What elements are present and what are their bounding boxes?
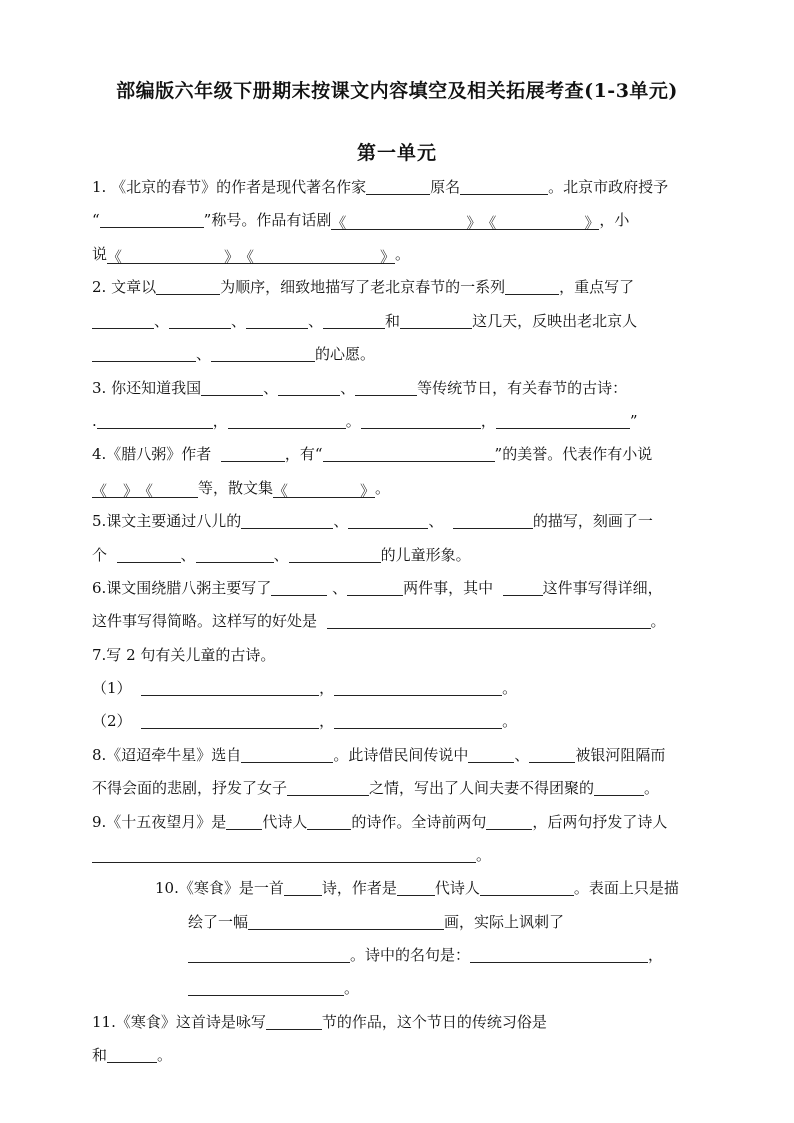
question-text: 两件事，其中	[403, 579, 503, 597]
question-text: 3. 你还知道我国	[92, 379, 202, 397]
question-text: 。	[650, 612, 666, 630]
answer-blank[interactable]	[327, 611, 651, 629]
question-text: 。	[157, 1046, 173, 1064]
question-text: “	[92, 211, 100, 229]
answer-blank[interactable]	[289, 545, 381, 563]
question-text: 10.《寒食》是一首	[155, 879, 284, 897]
title-blank[interactable]	[107, 246, 239, 264]
open-bracket: 《	[92, 482, 108, 499]
answer-blank[interactable]	[271, 578, 327, 596]
question-text: 这件事写得详细，	[542, 579, 663, 597]
answer-blank[interactable]	[92, 311, 154, 329]
question-text: .	[92, 412, 97, 430]
answer-blank[interactable]	[248, 912, 444, 930]
answer-blank[interactable]	[348, 511, 428, 529]
question-line	[92, 510, 708, 532]
question-text: 、	[327, 579, 348, 597]
question-text: 。此诗借民间传说中	[333, 746, 469, 764]
question-text: ，	[319, 712, 335, 730]
question-text: 1. 《北京的春节》的作者是现代著名作家	[92, 178, 367, 196]
question-text: 代诗人	[434, 879, 480, 897]
question-text: 等传统节日，有关春节的古诗：	[417, 379, 628, 397]
question-text: 。北京市政府授予	[548, 178, 669, 196]
question-text: 的心愿。	[315, 345, 376, 363]
answer-blank[interactable]	[141, 678, 319, 696]
open-bracket: 《	[331, 214, 347, 231]
question-text: 代诗人	[262, 813, 308, 831]
question-line	[92, 377, 708, 399]
question-text: ，	[319, 679, 335, 697]
question-line	[92, 443, 708, 465]
answer-blank[interactable]	[334, 711, 502, 729]
answer-blank[interactable]	[453, 511, 533, 529]
question-text: （1）	[92, 679, 142, 697]
answer-blank[interactable]	[266, 1012, 322, 1030]
question-text: 。表面上只是描	[573, 879, 679, 897]
answer-blank[interactable]	[201, 378, 263, 396]
question-line	[92, 477, 708, 499]
open-bracket: 《	[239, 248, 255, 265]
question-line	[92, 243, 708, 265]
question-line	[155, 877, 771, 899]
question-line	[188, 977, 794, 999]
question-text: 5.课文主要通过八儿的	[92, 512, 242, 530]
question-text: 。	[502, 679, 518, 697]
question-text: 、	[154, 312, 170, 330]
answer-blank[interactable]	[188, 978, 344, 996]
answer-blank[interactable]	[241, 511, 333, 529]
question-text: 2. 文章以	[92, 278, 157, 296]
question-text: ，重点写了	[559, 278, 635, 296]
question-text: 为顺序，细致地描写了老北京春节的一系列	[220, 278, 506, 296]
answer-blank[interactable]	[92, 845, 476, 863]
question-text: 节的作品，这个节日的传统习俗是	[321, 1013, 547, 1031]
question-text: 6.课文围绕腊八粥主要写了	[92, 579, 272, 597]
question-text: 。	[345, 412, 361, 430]
answer-blank[interactable]	[594, 778, 644, 796]
answer-blank[interactable]	[188, 945, 350, 963]
answer-blank[interactable]	[400, 311, 472, 329]
page-title: 部编版六年级下册期末按课文内容填空及相关拓展考查(1-3单元)	[116, 80, 678, 102]
question-text: 不得会面的悲剧，抒发了女子	[92, 779, 288, 797]
question-line	[92, 644, 708, 666]
answer-blank[interactable]	[366, 177, 430, 195]
answer-blank[interactable]	[226, 812, 262, 830]
question-text: 、	[180, 546, 196, 564]
question-line	[188, 944, 794, 966]
open-bracket: 《	[138, 482, 154, 499]
answer-blank[interactable]	[141, 711, 319, 729]
question-line	[92, 310, 708, 332]
close-bracket: 》	[584, 214, 600, 231]
question-text: 11.《寒食》这首诗是咏写	[92, 1013, 266, 1031]
question-line	[92, 1011, 708, 1033]
question-text: 这几天，反映出老北京人	[472, 312, 638, 330]
answer-blank[interactable]	[92, 344, 196, 362]
question-text: 等，散文集	[198, 479, 274, 497]
answer-blank[interactable]	[529, 745, 575, 763]
question-text: 。诗中的名句是：	[350, 946, 471, 964]
answer-blank[interactable]	[221, 444, 285, 462]
question-line	[92, 1044, 708, 1066]
question-line	[92, 410, 708, 432]
answer-blank[interactable]	[246, 311, 308, 329]
open-bracket: 《	[107, 248, 123, 265]
question-text: ，	[480, 412, 496, 430]
open-bracket: 《	[273, 482, 289, 499]
question-text: 的描写，刻画了一	[532, 512, 653, 530]
answer-blank[interactable]	[460, 177, 548, 195]
title-blank[interactable]	[331, 212, 481, 230]
answer-blank[interactable]	[361, 411, 481, 429]
question-text: ，后两句抒发了诗人	[532, 813, 668, 831]
title-blank[interactable]	[138, 480, 198, 498]
question-text: 、	[340, 379, 356, 397]
answer-blank[interactable]	[156, 277, 220, 295]
question-text: 、	[273, 546, 289, 564]
question-text: 和	[385, 312, 401, 330]
question-line	[92, 844, 708, 866]
answer-blank[interactable]	[287, 778, 369, 796]
question-text: 之情，写出了人间夫妻不得团聚的	[369, 779, 595, 797]
question-text: 和	[92, 1046, 108, 1064]
answer-blank[interactable]	[284, 878, 322, 896]
question-text: 的儿童形象。	[380, 546, 471, 564]
answer-blank[interactable]	[307, 812, 351, 830]
question-text: 、	[308, 312, 324, 330]
open-bracket: 《	[481, 214, 497, 231]
question-line	[92, 777, 708, 799]
question-text: ，	[212, 412, 228, 430]
question-text: ”的美誉。代表作有小说	[494, 445, 653, 463]
question-line	[92, 176, 708, 198]
question-text: 画，实际上讽刺了	[444, 913, 565, 931]
question-line	[92, 811, 708, 833]
question-text: （2）	[92, 712, 142, 730]
question-line	[92, 677, 708, 699]
question-text: 。	[344, 979, 360, 997]
question-text: 诗，作者是	[321, 879, 397, 897]
close-bracket: 》	[380, 248, 396, 265]
question-line	[92, 343, 708, 365]
answer-blank[interactable]	[323, 444, 495, 462]
title-blank[interactable]	[239, 246, 395, 264]
question-text: 被银河阻隔而	[575, 746, 666, 764]
title-blank[interactable]	[92, 480, 138, 498]
question-text: 、	[428, 512, 453, 530]
question-text: ，有“	[284, 445, 323, 463]
answer-blank[interactable]	[211, 344, 315, 362]
question-text: 个	[92, 546, 117, 564]
question-text: 、	[333, 512, 349, 530]
question-text: ，小	[599, 211, 630, 229]
title-blank[interactable]	[481, 212, 599, 230]
question-text: 这件事写得简略。这样写的好处是	[92, 612, 327, 630]
question-text: 4.《腊八粥》作者	[92, 445, 221, 463]
answer-blank[interactable]	[100, 210, 204, 228]
answer-blank[interactable]	[241, 745, 333, 763]
question-text: 的诗作。全诗前两句	[351, 813, 487, 831]
question-text: 。	[502, 712, 518, 730]
unit-title: 第一单元	[356, 142, 437, 164]
answer-blank[interactable]	[480, 878, 574, 896]
question-line	[92, 276, 708, 298]
answer-blank[interactable]	[355, 378, 417, 396]
question-text: ”称号。作品有话剧	[203, 211, 332, 229]
question-text: 9.《十五夜望月》是	[92, 813, 227, 831]
question-text: 、	[196, 345, 212, 363]
answer-blank[interactable]	[470, 945, 648, 963]
answer-blank[interactable]	[347, 578, 403, 596]
close-bracket: 》	[466, 214, 482, 231]
question-text: 、	[263, 379, 279, 397]
question-text: 、	[231, 312, 247, 330]
question-text: 。	[476, 846, 492, 864]
answer-blank[interactable]	[169, 311, 231, 329]
question-text: 说	[92, 245, 108, 263]
question-line	[92, 710, 708, 732]
answer-blank[interactable]	[228, 411, 346, 429]
question-text: 绘了一幅	[188, 913, 249, 931]
question-text: 原名	[430, 178, 461, 196]
answer-blank[interactable]	[334, 678, 502, 696]
answer-blank[interactable]	[397, 878, 435, 896]
question-text: ，	[648, 946, 664, 964]
answer-blank[interactable]	[196, 545, 274, 563]
question-text: 。	[375, 479, 391, 497]
question-line	[92, 610, 708, 632]
answer-blank[interactable]	[278, 378, 340, 396]
title-blank[interactable]	[273, 480, 375, 498]
question-text: 7.写 2 句有关儿童的古诗。	[92, 646, 276, 664]
question-text: 。	[644, 779, 660, 797]
answer-blank[interactable]	[117, 545, 181, 563]
question-text: 。	[395, 245, 411, 263]
answer-blank[interactable]	[503, 578, 543, 596]
answer-blank[interactable]	[107, 1045, 157, 1063]
answer-blank[interactable]	[97, 411, 213, 429]
question-text: 、	[514, 746, 530, 764]
question-text: ”	[629, 412, 638, 430]
answer-blank[interactable]	[505, 277, 559, 295]
question-line	[188, 911, 794, 933]
answer-blank[interactable]	[468, 745, 514, 763]
close-bracket: 》	[224, 248, 240, 265]
question-line	[92, 209, 708, 231]
question-line	[92, 544, 708, 566]
question-text: 8.《迢迢牵牛星》选自	[92, 746, 242, 764]
answer-blank[interactable]	[486, 812, 532, 830]
answer-blank[interactable]	[496, 411, 630, 429]
close-bracket: 》	[122, 482, 138, 499]
answer-blank[interactable]	[323, 311, 385, 329]
question-line	[92, 577, 708, 599]
question-line	[92, 744, 708, 766]
close-bracket: 》	[360, 482, 376, 499]
